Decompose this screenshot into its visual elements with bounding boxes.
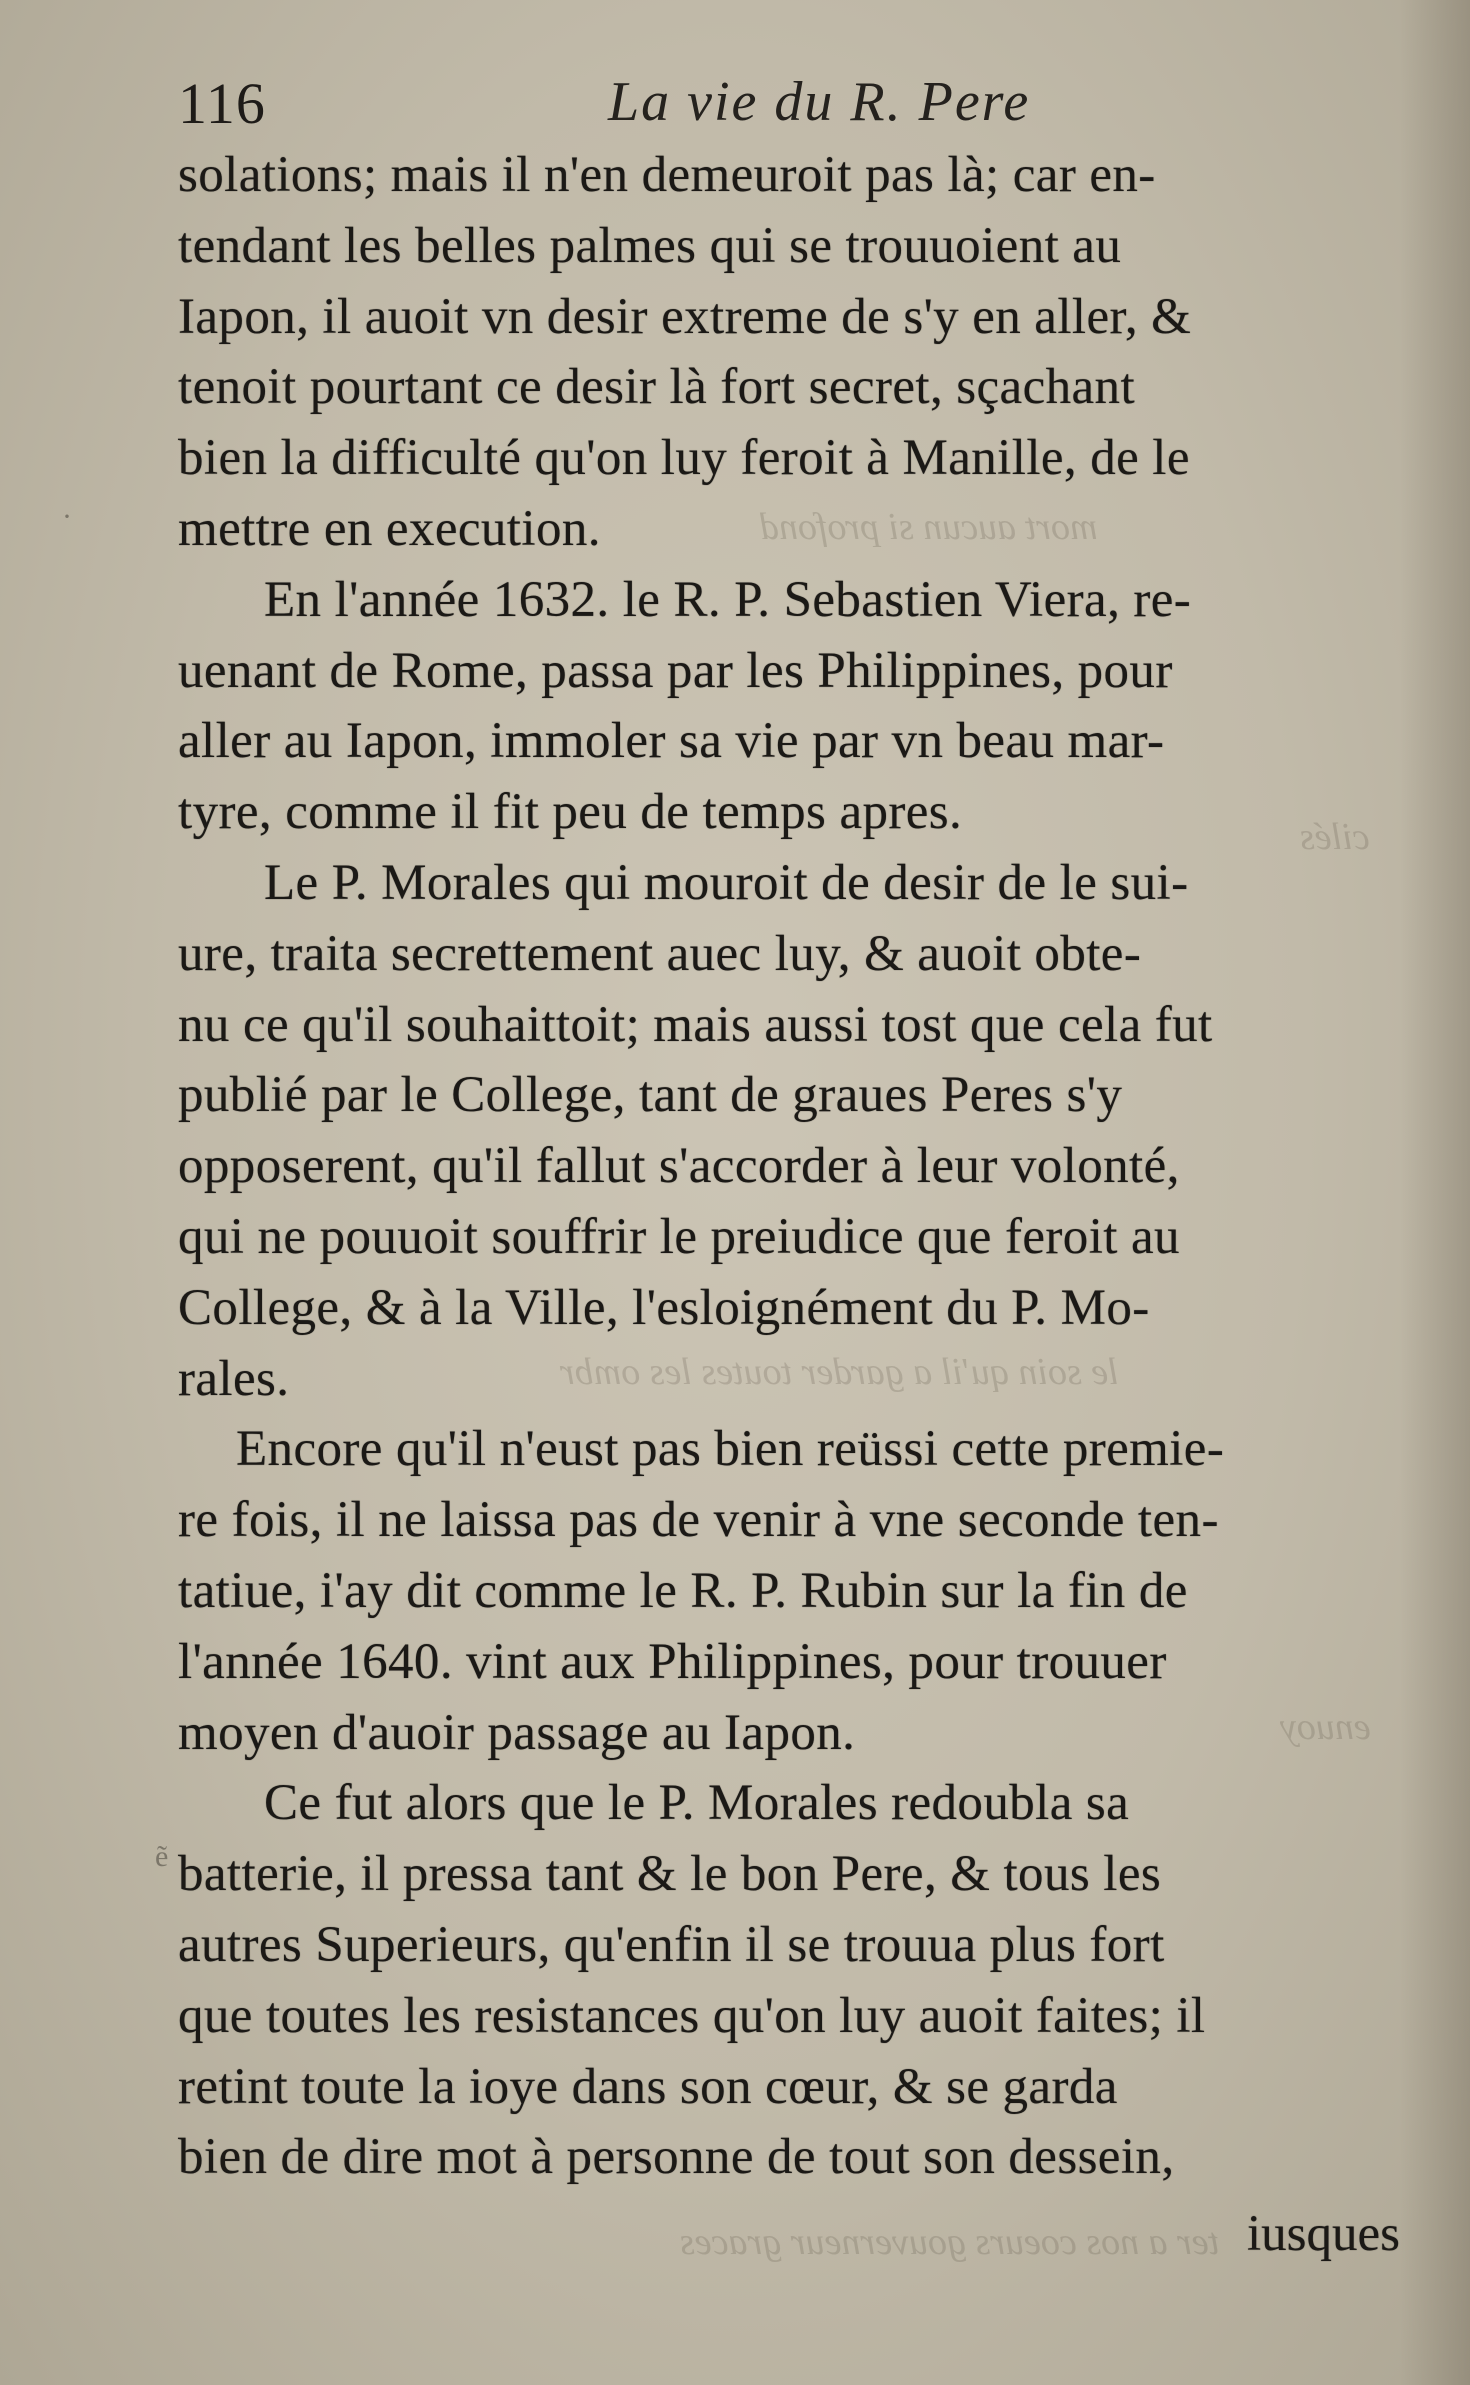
paragraph-start-line: En l'année 1632. le R. P. Sebastien Viera, re-	[264, 571, 1192, 628]
text-line: Iapon, il auoit vn desir extreme de s'y en aller, &	[178, 288, 1192, 345]
paragraph-start-line: Le P. Morales qui mouroit de desir de le sui-	[264, 854, 1189, 911]
text-line: mettre en execution.	[178, 500, 601, 557]
text-line: autres Superieurs, qu'enfin il se trouua plus fort	[178, 1916, 1165, 1973]
text-line: que toutes les resistances qu'on luy auoit faites; il	[178, 1987, 1206, 2044]
text-line: retint toute la ioye dans son cœur, & se garda	[178, 2058, 1118, 2115]
page-number: 116	[178, 71, 266, 136]
running-head: La vie du R. Pere	[608, 71, 1031, 133]
catchword: iusques	[1247, 2206, 1400, 2262]
text-line: nu ce qu'il souhaittoit; mais aussi tost que cela fut	[178, 996, 1213, 1053]
text-line: tyre, comme il fit peu de temps apres.	[178, 784, 963, 841]
text-line: College, & à la Ville, l'esloignément du P. Mo-	[178, 1279, 1150, 1336]
body-text	[178, 140, 1428, 2193]
text-line: uenant de Rome, passa par les Philippines, pour	[178, 642, 1173, 699]
text-line: tendant les belles palmes qui se trouuoient au	[178, 217, 1122, 274]
text-line: aller au Iapon, immoler sa vie par vn beau mar-	[178, 713, 1165, 770]
paragraph-start-line: Ce fut alors que le P. Morales redoubla sa	[264, 1775, 1130, 1832]
text-line: re fois, il ne laissa pas de venir à vne seconde ten-	[178, 1492, 1219, 1549]
text-line: l'année 1640. vint aux Philippines, pour trouuer	[178, 1633, 1167, 1690]
text-line: publié par le College, tant de graues Peres s'y	[178, 1067, 1123, 1124]
text-line: moyen d'auoir passage au Iapon.	[178, 1704, 856, 1761]
text-line: ure, traita secrettement auec luy, & auoit obte-	[178, 925, 1142, 982]
text-line: qui ne pouuoit souffrir le preiudice que feroit au	[178, 1208, 1180, 1265]
text-line: rales.	[178, 1350, 290, 1407]
text-line: tenoit pourtant ce desir là fort secret, sçachant	[178, 359, 1136, 416]
margin-mark: ·	[62, 500, 72, 533]
text-line: tatiue, i'ay dit comme le R. P. Rubin sur la fin de	[178, 1562, 1188, 1619]
page-edge-shadow	[1400, 0, 1470, 2385]
show-through-text: mort aucun si profond cilés le soin qu'il a garder toutes les ombr enuoy ter a nos coeurs gouverneur graces	[560, 506, 1371, 2263]
margin-mark: ẽ	[155, 1840, 169, 1873]
text-line: opposerent, qu'il fallut s'accorder à leur volonté,	[178, 1138, 1180, 1195]
page-header	[178, 70, 1418, 140]
paragraph-start-line: Encore qu'il n'eust pas bien reüssi cette premie-	[236, 1421, 1225, 1478]
text-line: bien la difficulté qu'on luy feroit à Manille, de le	[178, 430, 1190, 487]
text-line: batterie, il pressa tant & le bon Pere, & tous les	[178, 1846, 1162, 1903]
text-line: solations; mais il n'en demeuroit pas là; car en-	[178, 147, 1156, 203]
text-line: bien de dire mot à personne de tout son dessein,	[178, 2129, 1175, 2186]
